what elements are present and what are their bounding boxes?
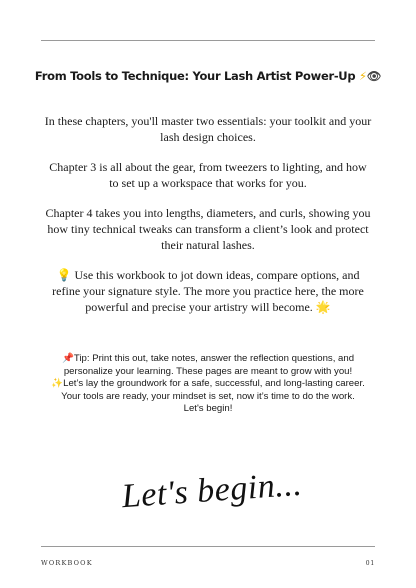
lightning-icon: ⚡ xyxy=(358,69,367,83)
closing-line: Your tools are ready, your mindset is set, now it’s time to do the work. Let's begin! xyxy=(61,390,355,414)
groundwork-line xyxy=(50,378,366,391)
section-heading xyxy=(20,69,396,83)
page-number: 01 xyxy=(365,560,375,567)
chapter-3-paragraph: Chapter 3 is all about the gear, from tweezers to lighting, and how to set up a workspace that works for you. xyxy=(49,160,367,190)
groundwork-text: Let’s lay the groundwork for a safe, successful, and long-lasting career. xyxy=(63,378,365,389)
lets-begin-script: Let's begin... xyxy=(120,465,304,516)
bottom-divider xyxy=(41,546,375,547)
intro-paragraph: In these chapters, you'll master two essentials: your toolkit and your lash design choices. xyxy=(44,114,372,144)
intro-body xyxy=(44,113,372,329)
pushpin-icon: 📌 xyxy=(61,353,74,364)
footer-label: WORKBOOK xyxy=(41,559,93,567)
sparkle-icon: ✨ xyxy=(51,378,64,389)
workbook-paragraph xyxy=(44,267,372,315)
heading-title: From Tools to Technique: Your Lash Artist Power-Up xyxy=(34,69,356,83)
tip-line xyxy=(50,353,366,378)
star-icon: 🌟 xyxy=(315,300,331,314)
eye-icon: 👁 xyxy=(366,69,382,83)
lightbulb-icon: 💡 xyxy=(56,268,72,282)
top-divider xyxy=(41,40,375,41)
tip-block xyxy=(50,353,366,416)
tip-text: Tip: Print this out, take notes, answer the reflection questions, and personalize your learning. These pages are meant to grow with you! xyxy=(63,353,355,377)
workbook-paragraph-text: Use this workbook to jot down ideas, compare options, and refine your signature style. The more you practice here, the more powerful and precise your artistry will become. xyxy=(52,268,364,314)
chapter-4-paragraph: Chapter 4 takes you into lengths, diameters, and curls, showing you how tiny technical tweaks can transform a client’s look and protect their natural lashes. xyxy=(45,206,371,252)
